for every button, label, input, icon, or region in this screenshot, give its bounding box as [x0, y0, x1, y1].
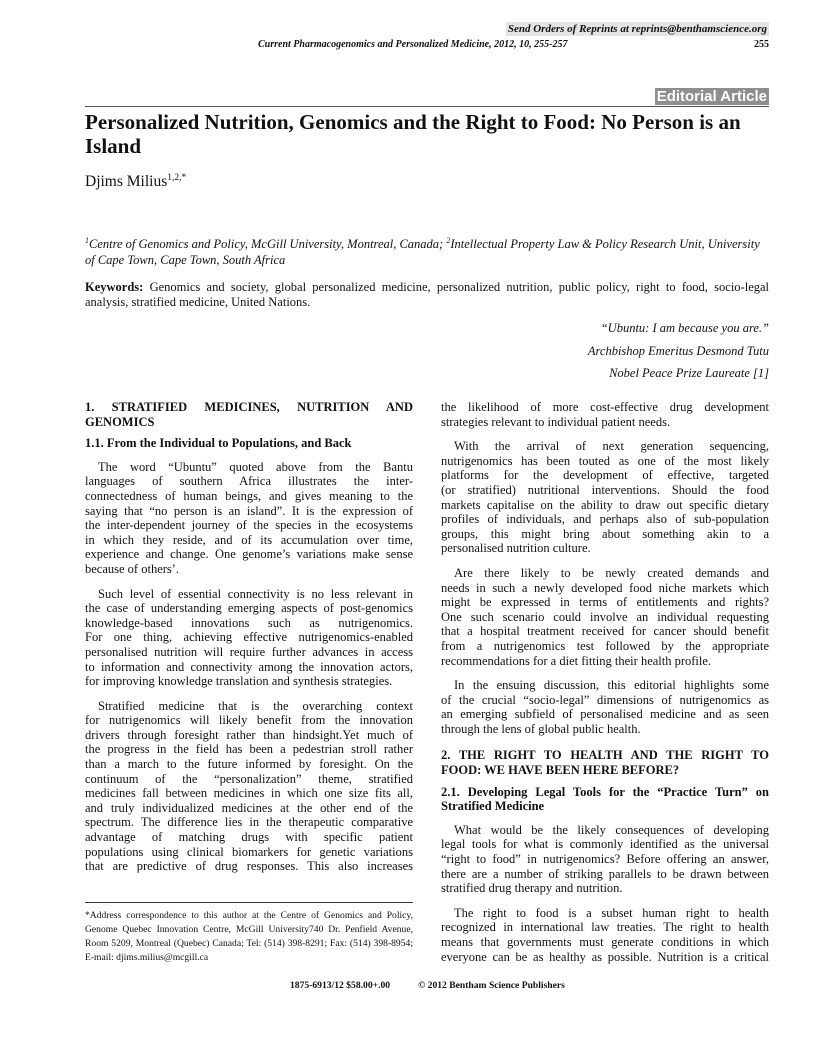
text-line: 1.1. From the Individual to Populations, and Back: [85, 436, 352, 451]
paragraph: [441, 566, 769, 668]
paragraph: [85, 460, 413, 577]
text-line: of the crucial “socio-legal” dimensions of nutrigenomics as: [441, 692, 769, 707]
text-line: advantage of matching drugs with specific patient: [85, 830, 413, 845]
epigraph-quote: “Ubuntu: I am because you are.”: [600, 321, 769, 335]
text-line: saying that “no person is an island”. It is the expression of: [85, 503, 413, 518]
text-line: platforms for the development of effective, targeted: [441, 468, 769, 483]
text-line: Are there likely to be newly created demands and: [454, 565, 769, 580]
text-line: an emerging subfield of personalised medicine and as seen: [441, 707, 769, 722]
epigraph: [588, 317, 769, 385]
text-line: markets capitalise on the ability to draw out specific dietary: [441, 497, 769, 512]
text-line: nutrigenomics has been touted as one of the most likely: [441, 453, 769, 468]
paragraph: [441, 678, 769, 736]
text-line: “right to food” in nutrigenomics? Before offering an answer,: [441, 852, 769, 867]
text-line: from a nutrigenomics test followed by the appropriate: [441, 638, 769, 653]
text-line: profiles of individuals, and perhaps also of sub-population: [441, 512, 769, 527]
text-line: The word “Ubuntu” quoted above from the Bantu: [98, 459, 413, 474]
text-line: to information and connectivity among the innovation actors,: [85, 659, 413, 674]
affiliation-2: Intellectual Property Law & Policy Research Unit, University of Cape Town, Cape Town, South Africa: [85, 237, 760, 268]
section-heading: [85, 400, 413, 429]
text-line: for improving knowledge translation and synthesis strategies.: [85, 674, 393, 689]
text-line: through the lens of global public health.: [441, 721, 641, 736]
text-line: there are a number of striking parallels to be drawn between: [441, 866, 769, 881]
left-column: [85, 400, 413, 874]
keywords-text: Genomics and society, global personalized medicine, personalized nutrition, public policy, right to food, socio-legal analysis, stratified medicine, United Nations.: [85, 280, 770, 309]
text-line: What would be the likely consequences of developing: [454, 822, 769, 837]
text-line: In the ensuing discussion, this editorial highlights some: [454, 678, 769, 693]
author: [85, 173, 186, 191]
text-line: knowledge-based innovations such as nutrigenomics.: [85, 615, 413, 630]
affil-mark: 2: [446, 236, 451, 245]
right-column: [441, 400, 769, 964]
text-line: than a march to the future informed by foresight. On the: [85, 757, 413, 772]
header-rule: [85, 106, 769, 107]
text-line: 2. THE RIGHT TO HEALTH AND THE RIGHT TO: [441, 748, 769, 763]
affiliations: [85, 233, 769, 268]
section-heading: [441, 748, 769, 777]
affil-mark: 1: [85, 236, 89, 245]
text-line: For one thing, achieving effective nutrigenomics-enabled: [85, 630, 413, 645]
text-line: experience and change. One genome’s variations make sense: [85, 547, 413, 562]
paragraph: [85, 587, 413, 689]
issn-price: 1875-6913/12 $58.00+.00: [290, 980, 391, 991]
text-line: Stratified Medicine: [441, 799, 545, 814]
text-line: everyone can be as healthy as possible. Nutrition is a critical: [441, 949, 769, 964]
text-line: stratified drug therapy and nutrition.: [441, 881, 623, 896]
text-line: personalised nutrition will require further advances in access: [85, 644, 413, 659]
text-line: and truly individualized medicines at the other end of the: [85, 800, 413, 815]
paragraph: [441, 823, 769, 896]
author-marks: 1,2,*: [167, 173, 187, 183]
text-line: needs in such a newly developed food niche markets which: [441, 580, 769, 595]
copyright: © 2012 Bentham Science Publishers: [418, 980, 565, 991]
text-line: Such level of essential connectivity is no less relevant in: [98, 586, 413, 601]
text-line: 1. STRATIFIED MEDICINES, NUTRITION AND: [85, 400, 413, 414]
text-line: legal tools for what is commonly identified as the universal: [441, 837, 769, 852]
text-line: strategies relevant to individual patient needs.: [441, 414, 671, 429]
text-line: continuum of the “personalization” theme, stratified: [85, 771, 413, 786]
keywords: [85, 280, 769, 310]
text-line: in which they reside, and of its accumulation over time,: [85, 532, 413, 547]
text-line: One such scenario could involve an individual requesting: [441, 609, 769, 624]
text-line: populations using clinical biomarkers for genetic variations: [85, 844, 413, 859]
journal-citation: Current Pharmacogenomics and Personalized Medicine, 2012, 10, 255-257: [258, 39, 568, 50]
subsection-heading: [441, 785, 769, 814]
article-title: Personalized Nutrition, Genomics and the Right to Food: No Person is an Island: [85, 110, 741, 158]
affiliation-1: Centre of Genomics and Policy, McGill University, Montreal, Canada;: [89, 237, 447, 252]
text-line: for nutrigenomics will likely benefit from the innovation: [85, 713, 413, 728]
text-line: the case of understanding emerging aspects of post-genomics: [85, 601, 413, 616]
text-line: groups, this might bring about something akin to a: [441, 526, 769, 541]
text-line: The right to food is a subset human right to health: [454, 905, 769, 920]
paragraph: [441, 439, 769, 556]
text-line: personalised nutrition culture.: [441, 541, 591, 556]
article-type-badge: Editorial Article: [656, 88, 767, 105]
paragraph: [441, 400, 769, 429]
text-line: GENOMICS: [85, 414, 155, 429]
page-footer: [290, 980, 593, 991]
text-line: 2.1. Developing Legal Tools for the “Practice Turn” on: [441, 784, 769, 799]
reprints-notice: Send Orders of Reprints at reprints@benthamscience.org: [507, 23, 767, 35]
text-line: because of others’.: [85, 561, 180, 576]
correspondence-footnote: *Address correspondence to this author at the Centre of Genomics and Policy, Genome Quebec Innovation Centre, McGill University740 Dr. Penfield Avenue, Room 5209, Montreal (Quebec) Canada; Tel: (514) 398-8291; Fax: (514) 398-8954; E-mail: djims.milius@mcgill.ca: [85, 910, 413, 963]
subsection-heading: [85, 436, 413, 451]
text-line: that a hospital treatment received for cancer should benefit: [441, 624, 769, 639]
text-line: Stratified medicine that is the overarching context: [98, 698, 413, 713]
epigraph-role: Nobel Peace Prize Laureate [1]: [609, 366, 769, 380]
text-line: the progress in the field has been a pedestrian stroll rather: [85, 742, 413, 757]
text-line: that are predictive of drug responses. This also increases: [85, 859, 413, 874]
author-name: Djims Milius: [85, 173, 168, 191]
paragraph: [441, 906, 769, 964]
text-line: With the arrival of next generation sequencing,: [454, 439, 769, 454]
text-line: spectrum. The difference lies in the therapeutic comparative: [85, 815, 413, 830]
text-line: recognized in international law treaties. The right to health: [441, 920, 769, 935]
paragraph: [85, 699, 413, 874]
text-line: drivers through foresight rather than hindsight.Yet much of: [85, 727, 413, 742]
text-line: recommendations for a diet fitting their health profile.: [441, 653, 712, 668]
text-line: the inter-dependent journey of the species in the ecosystems: [85, 518, 413, 533]
text-line: FOOD: WE HAVE BEEN HERE BEFORE?: [441, 763, 680, 778]
text-line: languages of southern Africa illustrates the inter-: [85, 474, 413, 489]
text-line: means that governments must generate conditions in which: [441, 935, 769, 949]
text-line: (or stratified) nutritional interventions. Should the food: [441, 482, 769, 497]
text-line: connectedness of human beings, and gives meaning to the: [85, 488, 413, 503]
text-line: medicines fall between medicines in which one size fits all,: [85, 786, 413, 801]
footnote-rule: [85, 902, 413, 903]
epigraph-attribution: Archbishop Emeritus Desmond Tutu: [587, 343, 769, 358]
keywords-label: Keywords:: [85, 280, 144, 294]
page-number: 255: [754, 39, 769, 50]
text-line: might be expressed in terms of entitlements and rights?: [441, 595, 769, 610]
text-line: the likelihood of more cost-effective drug development: [441, 400, 769, 414]
